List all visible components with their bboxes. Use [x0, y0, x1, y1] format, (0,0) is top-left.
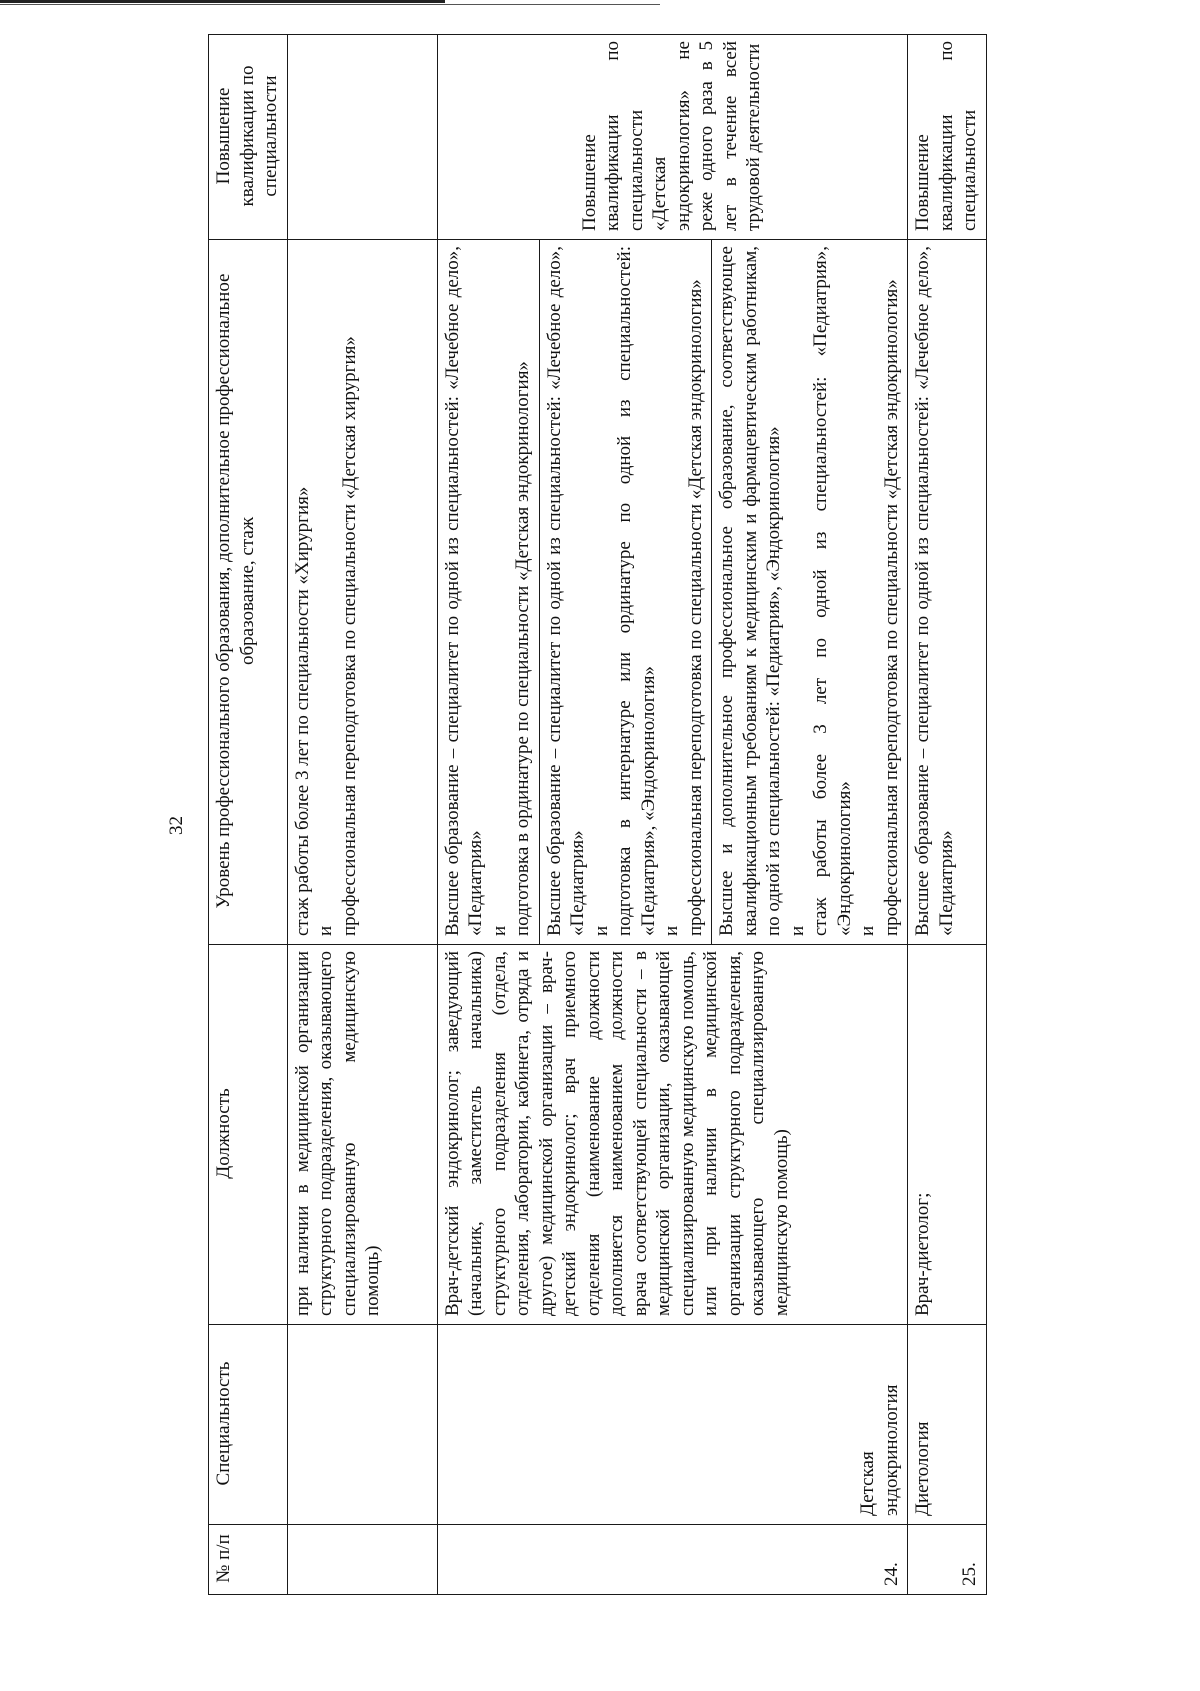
edu-connector: и: [786, 925, 808, 936]
row-24-education-1: [437, 240, 539, 945]
edu-line: профессиональная переподготовка по специальности «Детская эндокринология»: [880, 279, 902, 936]
edu-line: Высшее образование – специалитет по одной из специальностей: «Лечебное дело», «Педиатрия»: [543, 246, 588, 936]
row-25-specialty: Диетология: [908, 1325, 987, 1525]
table-row-25: [908, 35, 987, 1595]
row-24-qualification: Повышение квалификации по специальности «Детская эндокринология» не реже одного раза в 5 лет в течение всей трудовой деятельности: [437, 35, 908, 240]
edu-connector: и: [590, 925, 612, 936]
edu-connector: и: [661, 925, 682, 936]
scan-edge-mark: [0, 0, 445, 3]
qualification-table: [208, 34, 987, 1595]
edu-line: подготовка в ординатуре по специальности «Детская эндокринология»: [512, 361, 533, 936]
row-25-position: Врач-диетолог;: [908, 945, 987, 1325]
rotated-page: [118, 35, 1138, 1595]
row-24-position: Врач-детский эндокринолог; заведующий (начальник, заместитель начальника) структурного подразделения (отдела, отделения, лаборатории, кабинета, отряда и другое) медицинской организации – врач-детский эндокринолог; врач приемного отделения (наименование должности дополняется наименованием должности врача соответствующей специальности – в медицинской организации, оказывающей специализированную медицинскую помощь, или при наличии в медицинской организации структурного подразделения, оказывающего специализированную медицинскую помощь): [437, 945, 908, 1325]
edu-line: подготовка в интернатуре или ординатуре по одной из специальностей: «Педиатрия», «Эндокринология»: [614, 246, 659, 936]
edu-connector: и: [488, 925, 510, 936]
row-25-num: 25.: [908, 1525, 987, 1595]
cell-education: [287, 240, 437, 945]
row-24-education-3: [712, 240, 908, 945]
edu-line: профессиональная переподготовка по специальности «Детская хирургия»: [338, 336, 360, 936]
header-num: № п/п: [209, 1525, 288, 1595]
page-number: 32: [166, 816, 187, 835]
edu-line: Высшее образование – специалитет по одной из специальностей: «Лечебное дело», «Педиатрия»: [441, 246, 486, 936]
row-24-specialty: Детская эндокринология: [437, 1325, 908, 1525]
cell-qualification: [287, 35, 437, 240]
edu-line: стаж работы более 3 лет по специальности «Хирургия»: [291, 486, 313, 936]
cell-position: при наличии в медицинской организации структурного подразделения, оказывающего специализированную медицинскую помощь): [287, 945, 437, 1325]
edu-connector: и: [315, 925, 336, 936]
header-qualification: Повышение квалификации по специальности: [209, 35, 288, 240]
header-specialty: Специальность: [209, 1325, 288, 1525]
edu-connector: и: [857, 925, 878, 936]
row-25-education: Высшее образование – специалитет по одной из специальностей: «Лечебное дело», «Педиатрия»: [908, 240, 987, 945]
header-position: Должность: [209, 945, 288, 1325]
table-header-row: [209, 35, 288, 1595]
table-row-24: [437, 35, 539, 1595]
row-24-education-2: [539, 240, 712, 945]
table-row-continued: [287, 35, 437, 1595]
edu-line: профессиональная переподготовка по специальности «Детская эндокринология»: [684, 279, 706, 936]
row-25-qualification: Повышение квалификации по специальности: [908, 35, 987, 240]
cell-specialty: [287, 1325, 437, 1525]
edu-line: Высшее и дополнительное профессиональное образование, соответствующее квалификационным требованиям к медицинским и фармацевтическим работникам, по одной из специальностей: «Педиатрия», «Эндокринология»: [716, 246, 784, 936]
edu-line: стаж работы более 3 лет по одной из специальностей: «Педиатрия», «Эндокринология»: [810, 246, 855, 936]
row-24-num: 24.: [437, 1525, 908, 1595]
cell-num: [287, 1525, 437, 1595]
header-education: Уровень профессионального образования, дополнительное профессиональное образование, стаж: [209, 240, 288, 945]
scan-edge-line: [0, 4, 660, 5]
